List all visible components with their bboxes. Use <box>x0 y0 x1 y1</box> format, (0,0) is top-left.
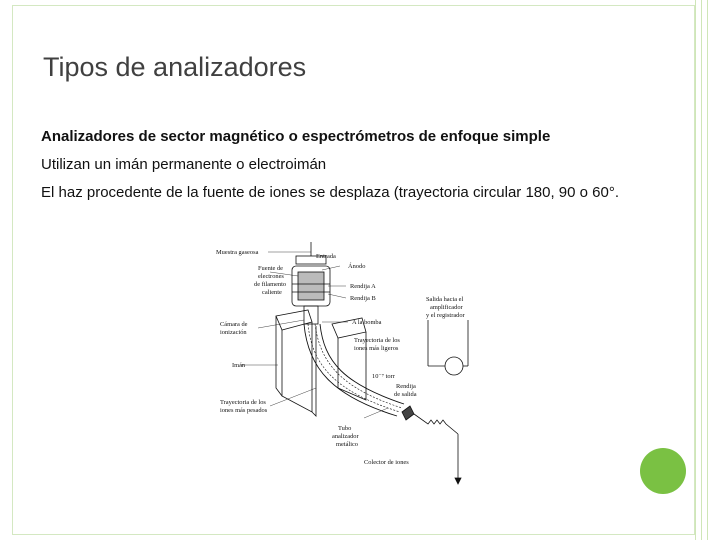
label-iman: Imán <box>232 362 246 369</box>
label-rendija-a: Rendija A <box>350 283 376 290</box>
decor-line <box>701 0 702 540</box>
label-muestra: Muestra gaseosa <box>216 249 259 256</box>
label-torr: 10⁻⁷ torr <box>372 373 395 380</box>
label-tubo: analizador <box>332 433 359 440</box>
label-tray-pesados: Trayectoria de los <box>220 399 266 406</box>
label-fuente: Fuente de <box>258 265 284 272</box>
label-salida: Salida hacia el <box>426 296 464 303</box>
slide-title: Tipos de analizadores <box>43 52 307 82</box>
collector-shape <box>402 320 468 484</box>
label-fuente: de filamento <box>254 281 287 288</box>
label-fuente: electrones <box>258 273 284 280</box>
label-camara: Cámara de <box>220 321 248 328</box>
mass-spectrometer-diagram <box>212 238 480 490</box>
label-rendija-salida: de salida <box>394 391 417 398</box>
label-rendija-b: Rendija B <box>350 295 376 302</box>
decor-line <box>707 0 708 540</box>
label-tray-pesados: iones más pesados <box>220 407 268 414</box>
label-tubo: Tubo <box>338 425 352 432</box>
label-camara: ionización <box>220 329 247 336</box>
label-entrada: Entrada <box>316 253 336 260</box>
slide-text-line2: El haz procedente de la fuente de iones se desplaza (trayectoria circular 180, 90 o 60°. <box>41 184 620 201</box>
label-tubo: metálico <box>336 441 359 448</box>
label-anodo: Ánodo <box>348 263 366 270</box>
green-circle-decoration <box>640 448 686 494</box>
label-fuente: caliente <box>262 289 282 296</box>
label-salida: amplificador <box>430 304 463 311</box>
slide-heading: Analizadores de sector magnético o espectrómetros de enfoque simple <box>41 128 551 145</box>
label-rendija-salida: Rendija <box>396 383 416 390</box>
slide-text-line1: Utilizan un imán permanente o electroimán <box>41 156 327 173</box>
decor-line <box>695 0 696 540</box>
label-tray-ligeros: Trayectoria de los <box>354 337 400 344</box>
label-salida: y el registrador <box>426 312 465 319</box>
label-colector: Colector de iones <box>364 459 409 466</box>
label-bomba: A la bomba <box>352 319 382 326</box>
label-tray-ligeros: iones más ligeros <box>354 345 399 352</box>
